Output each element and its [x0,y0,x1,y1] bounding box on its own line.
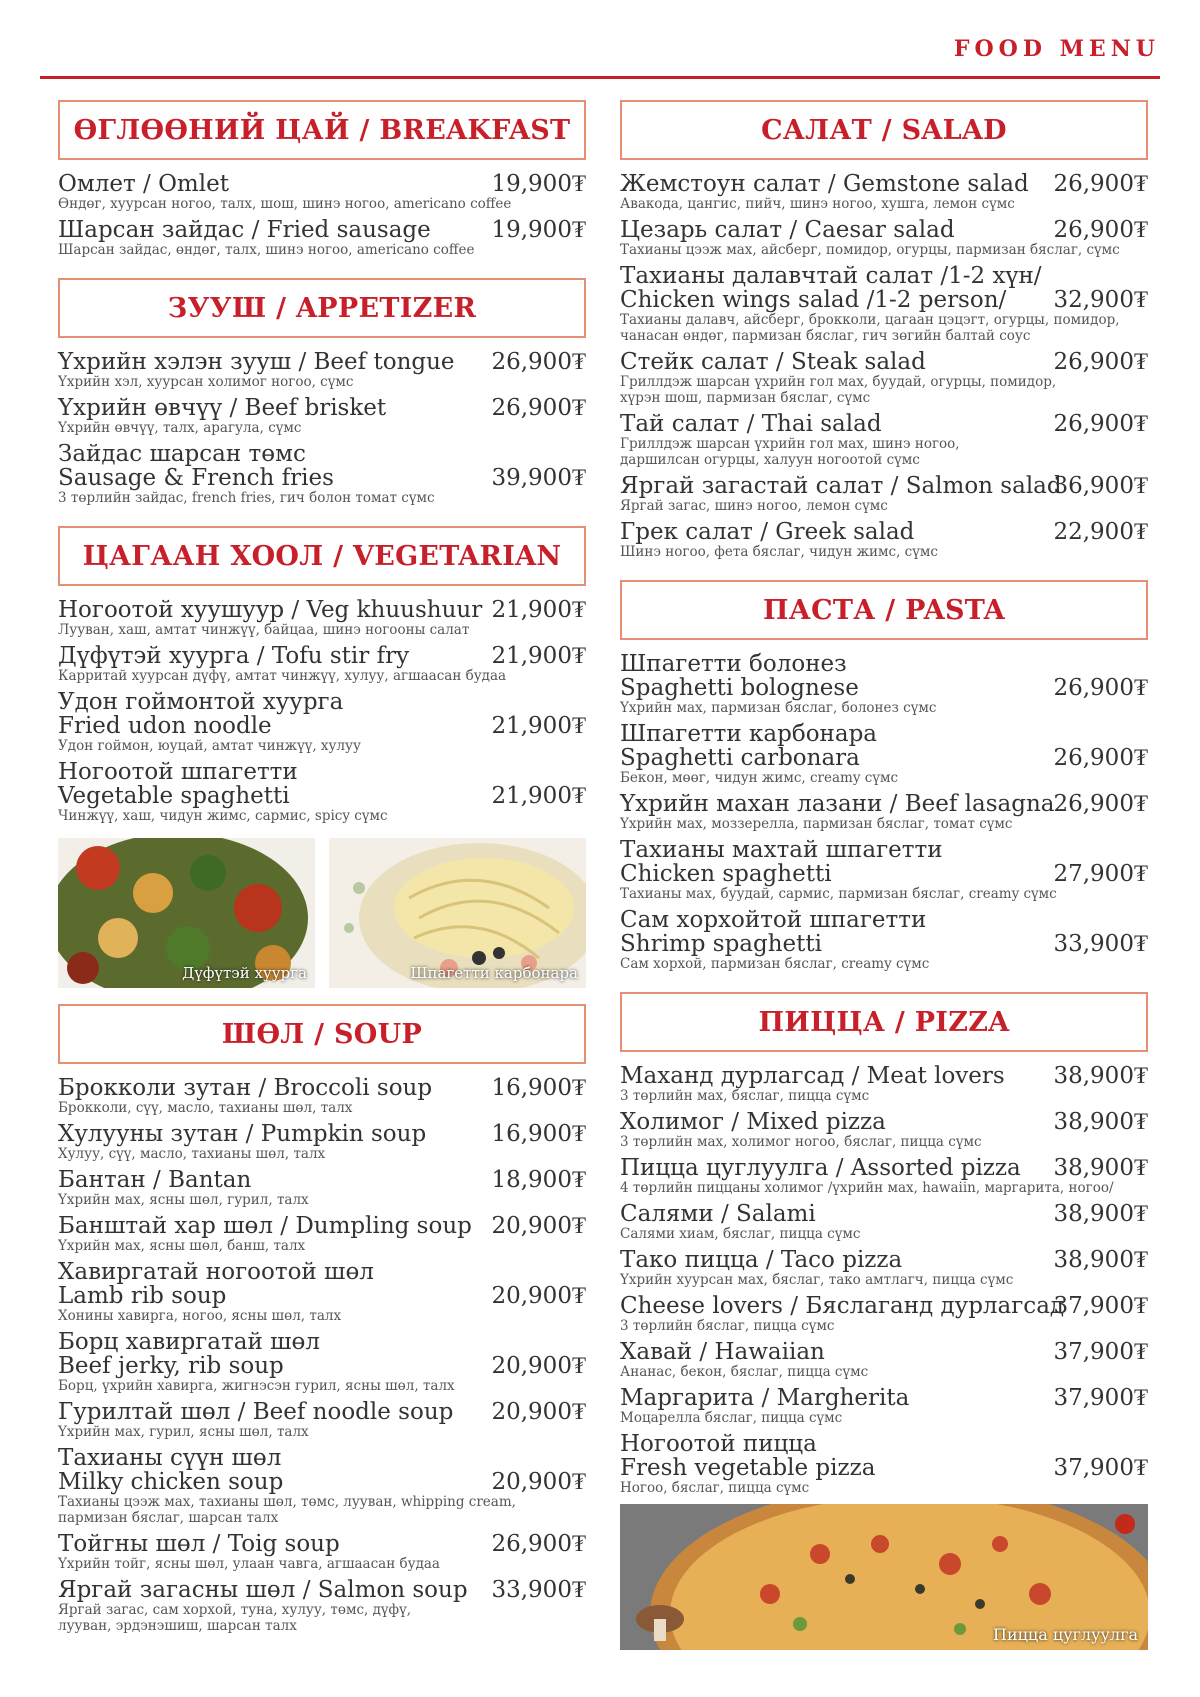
item-list [620,160,1148,560]
section-spacer [620,978,1148,992]
menu-item [620,1064,1148,1104]
menu-item [58,598,586,638]
item-price: 19,900₮ [491,217,586,243]
item-name: Үхрийн махан лазани / Beef lasagna [620,791,1055,817]
item-description: Салями хиам, бяслаг, пицца сүмс [620,1226,861,1242]
menu-item [58,760,586,824]
header-rule [40,76,1160,79]
section-title: САЛАТ / SALAD [620,100,1148,160]
menu-item [620,1432,1148,1496]
item-description: Үхрийн мах, моззерелла, пармизан бяслаг, томат сүмс [620,816,1013,832]
menu-item [58,442,586,506]
item-description: Хулуу, сүү, масло, тахианы шөл, талх [58,1146,326,1162]
item-name: Үхрийн хэлэн зууш / Beef tongue [58,349,455,375]
item-description: Бекон, мөөг, чидун жимс, creamy сүмс [620,770,899,786]
menu-item [58,1532,586,1572]
item-name: Яргай загастай салат / Salmon salad [620,473,1062,499]
menu-item [58,1446,586,1526]
item-price: 21,900₮ [491,783,586,809]
item-description: Үхрийн мах, гурил, ясны шөл, талх [58,1424,309,1440]
item-price: 33,900₮ [491,1577,586,1603]
item-name: Хулууны зутан / Pumpkin soup [58,1121,427,1147]
item-name: Стейк салат / Steak salad [620,349,926,375]
item-list [58,160,586,258]
item-description: Тахианы мах, буудай, сармис, пармизан бяслаг, creamy сүмс [620,886,1057,902]
item-name: Тахианы далавчтай салат /1-2 хүн/ [620,263,1042,289]
item-price: 38,900₮ [1053,1063,1148,1089]
menu-item [620,1202,1148,1242]
item-price: 38,900₮ [1053,1109,1148,1135]
item-name: Цезарь салат / Caesar salad [620,217,955,243]
item-name: Грек салат / Greek salad [620,519,915,545]
menu-item [58,1578,586,1634]
menu-section [620,992,1148,1650]
item-name: Lamb rib soup [58,1283,227,1309]
menu-item [58,1168,586,1208]
menu-item [620,1386,1148,1426]
item-description: 4 төрлийн пиццаны холимог /үхрийн мах, hawaiin, маргарита, ногоо/ [620,1180,1114,1196]
menu-item [58,172,586,212]
menu-item [58,1122,586,1162]
item-description: Карритай хуурсан дүфү, амтат чинжүү, хулуу, агшаасан будаа [58,668,507,684]
item-name: Брокколи зутан / Broccoli soup [58,1075,433,1101]
item-name: Beef jerky, rib soup [58,1353,284,1379]
item-name: Шпагетти болонез [620,651,847,677]
item-description: Моцарелла бяслаг, пицца сүмс [620,1410,843,1426]
item-price: 21,900₮ [491,597,586,623]
menu-item [58,218,586,258]
section-title: ЦАГААН ХООЛ / VEGETARIAN [58,526,586,586]
menu-section [58,278,586,526]
item-description: Үхрийн хуурсан мах, бяслаг, тако амтлагч, пицца сүмс [620,1272,1014,1288]
item-price: 32,900₮ [1053,287,1148,313]
menu-item [620,1294,1148,1334]
item-price: 26,900₮ [491,395,586,421]
item-description: Үхрийн хэл, хуурсан холимог ногоо, сүмс [58,374,354,390]
menu-item [620,1110,1148,1150]
item-description: Тахианы далавч, айсберг, брокколи, цагаан цэцэгт, огурцы, помидор, [620,312,1120,328]
menu-item [58,690,586,754]
item-name: Chicken wings salad /1-2 person/ [620,287,1007,313]
menu-item [58,1260,586,1324]
item-name: Зайдас шарсан төмс [58,441,306,467]
item-name: Омлет / Omlet [58,171,229,197]
item-name: Пицца цуглуулга / Assorted pizza [620,1155,1021,1181]
section-title: ШӨЛ / SOUP [58,1004,586,1064]
item-description: Ногоо, бяслаг, пицца сүмс [620,1480,810,1496]
item-description: Өндөг, хуурсан ногоо, талх, шош, шинэ ногоо, americano coffee [58,196,512,212]
section-title: ЗУУШ / APPETIZER [58,278,586,338]
menu-item [620,474,1148,514]
item-price: 26,900₮ [491,1531,586,1557]
menu-item [58,644,586,684]
item-description: Үхрийн өвчүү, талх, арагула, сүмс [58,420,302,436]
item-name: Spaghetti bolognese [620,675,859,701]
menu-item [620,838,1148,902]
menu-item [58,1214,586,1254]
item-description: Үхрийн мах, ясны шөл, гурил, талх [58,1192,309,1208]
item-description: хүрэн шош, пармизан бяслаг, сүмс [620,390,871,406]
menu-item [620,652,1148,716]
item-price: 16,900₮ [491,1075,586,1101]
item-name: Ногоотой хуушуур / Veg khuushuur [58,597,483,623]
item-name: Ногоотой пицца [620,1431,817,1457]
menu-item [58,1076,586,1116]
item-description: даршилсан огурцы, халуун ногоотой сүмс [620,452,920,468]
left-column [58,100,586,1654]
item-name: Vegetable spaghetti [58,783,290,809]
pizza-photo [620,1504,1148,1650]
item-name: Sausage & French fries [58,465,334,491]
tofu-stir-fry-photo [58,838,315,988]
item-description: Авакода, цангис, пийч, шинэ ногоо, хушга, лемон сүмс [620,196,1015,212]
item-price: 20,900₮ [491,1283,586,1309]
item-name: Shrimp spaghetti [620,931,822,957]
item-price: 26,900₮ [1053,411,1148,437]
item-description: Сам хорхой, пармизан бяслаг, creamy сүмс [620,956,930,972]
item-name: Бантан / Bantan [58,1167,252,1193]
item-price: 21,900₮ [491,713,586,739]
item-description: Удон гоймон, юуцай, амтат чинжүү, хулуу [58,738,361,754]
menu-item [620,1340,1148,1380]
item-name: Шарсан зайдас / Fried sausage [58,217,431,243]
item-price: 38,900₮ [1053,1201,1148,1227]
item-price: 37,900₮ [1053,1455,1148,1481]
item-price: 20,900₮ [491,1353,586,1379]
item-name: Сам хорхойтой шпагетти [620,907,927,933]
menu-item [58,396,586,436]
item-price: 37,900₮ [1053,1385,1148,1411]
item-description: 3 төрлийн зайдас, french fries, гич болон томат сүмс [58,490,435,506]
spaghetti-carbonara-photo [329,838,586,988]
item-description: Шарсан зайдас, өндөг, талх, шинэ ногоо, americano coffee [58,242,475,258]
section-spacer [58,1640,586,1654]
item-name: Салями / Salami [620,1201,816,1227]
item-name: Chicken spaghetti [620,861,832,887]
item-price: 19,900₮ [491,171,586,197]
item-price: 26,900₮ [1053,745,1148,771]
section-title: ПАСТА / PASTA [620,580,1148,640]
item-name: Борц хавиргатай шөл [58,1329,320,1355]
menu-item [620,1156,1148,1196]
item-price: 26,900₮ [1053,349,1148,375]
item-description: Үхрийн мах, пармизан бяслаг, болонез сүмс [620,700,937,716]
item-name: Milky chicken soup [58,1469,284,1495]
item-description: пармизан бяслаг, шарсан талх [58,1510,279,1526]
item-name: Гурилтай шөл / Beef noodle soup [58,1399,454,1425]
item-name: Банштай хар шөл / Dumpling soup [58,1213,472,1239]
item-name: Cheese lovers / Бяслаганд дурлагсад [620,1293,1065,1319]
menu-item [620,264,1148,344]
item-list [58,1064,586,1634]
item-name: Тако пицца / Taco pizza [620,1247,903,1273]
item-description: Тахианы цээж мах, айсберг, помидор, огурцы, пармизан бяслаг, сүмс [620,242,1120,258]
menu-item [58,1330,586,1394]
item-description: Үхрийн тойг, ясны шөл, улаан чавга, агшаасан будаа [58,1556,440,1572]
section-title: ПИЦЦА / PIZZA [620,992,1148,1052]
item-price: 27,900₮ [1053,861,1148,887]
item-price: 37,900₮ [1053,1293,1148,1319]
item-price: 26,900₮ [1053,217,1148,243]
photo-row [58,838,586,988]
menu-item [620,218,1148,258]
item-description: Чинжүү, хаш, чидун жимс, сармис, spicy сүмс [58,808,388,824]
item-name: Тахианы махтай шпагетти [620,837,943,863]
item-list [58,586,586,824]
item-name: Ногоотой шпагетти [58,759,298,785]
menu-section [58,1004,586,1654]
item-price: 26,900₮ [1053,171,1148,197]
item-list [58,338,586,506]
item-description: 3 төрлийн мах, бяслаг, пицца сүмс [620,1088,870,1104]
item-description: Яргай загас, шинэ ногоо, лемон сүмс [620,498,888,514]
item-name: Яргай загасны шөл / Salmon soup [58,1577,468,1603]
item-name: Хавиргатай ногоотой шөл [58,1259,374,1285]
item-price: 33,900₮ [1053,931,1148,957]
item-description: Хонины хавирга, ногоо, ясны шөл, талх [58,1308,342,1324]
photo-caption: Дүфүтэй хуурга [182,964,307,982]
menu-item [620,412,1148,468]
menu-item [620,520,1148,560]
item-price: 39,900₮ [491,465,586,491]
item-price: 26,900₮ [491,349,586,375]
item-price: 26,900₮ [1053,675,1148,701]
item-name: Маханд дурлагсад / Meat lovers [620,1063,1005,1089]
item-description: чанасан өндөг, пармизан бяслаг, гич зөгийн балтай соус [620,328,1031,344]
item-price: 16,900₮ [491,1121,586,1147]
item-price: 26,900₮ [1053,791,1148,817]
menu-item [620,350,1148,406]
item-name: Жемстоун салат / Gemstone salad [620,171,1029,197]
right-column [620,100,1148,1650]
menu-item [620,792,1148,832]
item-price: 20,900₮ [491,1469,586,1495]
item-name: Хавай / Hawaiian [620,1339,825,1365]
item-price: 21,900₮ [491,643,586,669]
item-description: 3 төрлийн бяслаг, пицца сүмс [620,1318,835,1334]
section-title: ӨГЛӨӨНИЙ ЦАЙ / BREAKFAST [58,100,586,160]
item-price: 38,900₮ [1053,1247,1148,1273]
photo-caption: Пицца цуглуулга [993,1625,1138,1644]
item-description: Брокколи, сүү, масло, тахианы шөл, талх [58,1100,353,1116]
item-description: лууван, эрдэнэшиш, шарсан талх [58,1618,297,1634]
item-name: Удон гоймонтой хуурга [58,689,344,715]
item-description: Гриллдэж шарсан үхрийн гол мах, шинэ ногоо, [620,436,960,452]
menu-item [58,1400,586,1440]
item-name: Үхрийн өвчүү / Beef brisket [58,395,387,421]
menu-item [58,350,586,390]
photo-caption: Шпагетти карбонара [410,964,578,982]
item-description: 3 төрлийн мах, холимог ногоо, бяслаг, пицца сүмс [620,1134,982,1150]
item-description: Борц, үхрийн хавирга, жигнэсэн гурил, ясны шөл, талх [58,1378,455,1394]
item-description: Үхрийн мах, ясны шөл, банш, талх [58,1238,306,1254]
item-price: 38,900₮ [1053,1155,1148,1181]
menu-section [58,526,586,988]
item-list [620,1052,1148,1496]
menu-section [620,580,1148,992]
menu-item [620,722,1148,786]
item-description: Яргай загас, сам хорхой, туна, хулуу, төмс, дүфү, [58,1602,412,1618]
section-spacer [620,566,1148,580]
item-price: 37,900₮ [1053,1339,1148,1365]
menu-title: FOOD MENU [953,36,1160,62]
item-price: 36,900₮ [1053,473,1148,499]
item-description: Шинэ ногоо, фета бяслаг, чидун жимс, сүмс [620,544,938,560]
item-name: Тай салат / Thai salad [620,411,882,437]
menu-item [620,172,1148,212]
section-spacer [58,512,586,526]
item-name: Шпагетти карбонара [620,721,878,747]
menu-item [620,908,1148,972]
item-name: Spaghetti carbonara [620,745,860,771]
item-price: 20,900₮ [491,1399,586,1425]
item-name: Дүфүтэй хуурга / Tofu stir fry [58,643,410,669]
item-name: Тахианы сүүн шөл [58,1445,282,1471]
menu-section [58,100,586,278]
item-description: Гриллдэж шарсан үхрийн гол мах, буудай, огурцы, помидор, [620,374,1057,390]
item-description: Тахианы цээж мах, тахианы шөл, төмс, лууван, whipping cream, [58,1494,516,1510]
item-name: Тойгны шөл / Toig soup [58,1531,340,1557]
item-name: Холимог / Mixed pizza [620,1109,886,1135]
section-spacer [58,264,586,278]
menu-section [620,100,1148,580]
menu-item [620,1248,1148,1288]
item-name: Маргарита / Margherita [620,1385,910,1411]
item-name: Fresh vegetable pizza [620,1455,876,1481]
item-list [620,640,1148,972]
item-price: 18,900₮ [491,1167,586,1193]
item-price: 20,900₮ [491,1213,586,1239]
item-price: 22,900₮ [1053,519,1148,545]
item-name: Fried udon noodle [58,713,272,739]
item-description: Ананас, бекон, бяслаг, пицца сүмс [620,1364,869,1380]
item-description: Лууван, хаш, амтат чинжүү, байцаа, шинэ ногооны салат [58,622,470,638]
